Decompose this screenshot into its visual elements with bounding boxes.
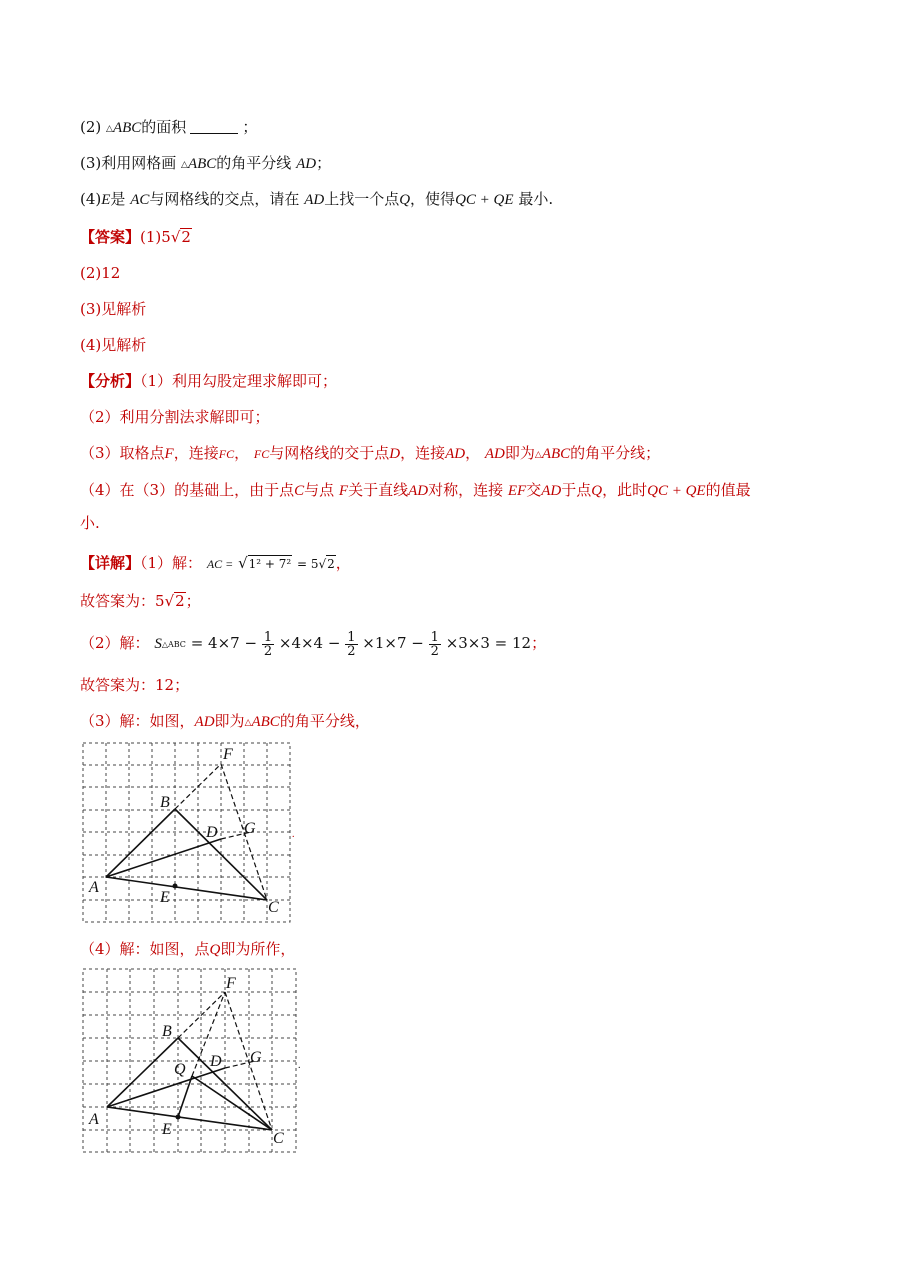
answer-blank	[190, 117, 238, 134]
label-F: F	[223, 746, 233, 763]
detail-1-answer: 故答案为：5√2；	[80, 592, 201, 610]
answer-4: (4)见解析	[80, 336, 147, 354]
label-G2: G	[250, 1049, 262, 1066]
label-E: E	[160, 889, 170, 906]
detail-3: （3）解：如图，AD即为△ABC的角平分线，	[80, 712, 370, 730]
label-A2: A	[89, 1111, 99, 1128]
analysis-4-cont: 小.	[80, 514, 100, 532]
figure1-note: .	[292, 829, 295, 840]
question-2: (2) △ABC的面积 ；	[80, 118, 258, 136]
label-Q2: Q	[174, 1061, 186, 1078]
analysis-3: （3）取格点F，连接FC， FC与网格线的交于点D，连接AD， AD即为△ABC的角平分线；	[80, 444, 661, 462]
label-E2: E	[162, 1121, 172, 1138]
analysis-2: （2）利用分割法求解即可；	[80, 408, 270, 426]
answer-2: (2)12	[80, 264, 121, 282]
label-A: A	[89, 879, 99, 896]
label-G: G	[244, 820, 256, 837]
label-B: B	[160, 794, 170, 811]
label-C2: C	[273, 1130, 284, 1147]
question-4: (4)E是 AC与网格线的交点，请在 AD上找一个点Q，使得QC + QE 最小.	[80, 190, 554, 208]
question-3: (3)利用网格画 △ABC的角平分线 AD；	[80, 154, 332, 172]
label-D: D	[206, 824, 218, 841]
detail-2-answer: 故答案为：12；	[80, 676, 190, 694]
figure-2-grid	[80, 966, 310, 1156]
label-F2: F	[226, 975, 236, 992]
answer-1: 【答案】(1)5√2	[80, 228, 191, 246]
label-D2: D	[210, 1053, 222, 1070]
answer-3: (3)见解析	[80, 300, 147, 318]
figure-1-grid	[80, 740, 310, 925]
figure2-note: .	[298, 1060, 301, 1071]
label-C: C	[268, 899, 279, 916]
detail-2: （2）解： $S_{\triangle ABC} = 4\times 7$ − $\frac{1}{2}$ ×4×4 − $\frac{1}{2}$ ×1×7 − $\frac{1}{2}$ ×3×3 = 12；	[80, 629, 547, 659]
detail-1: 【详解】（1）解： AC = √1² + 7² = 5√2，	[80, 554, 351, 572]
label-B2: B	[162, 1023, 172, 1040]
detail-4: （4）解：如图，点Q即为所作，	[80, 940, 296, 958]
analysis-4: （4）在（3）的基础上，由于点C与点 F关于直线AD对称，连接 EF交AD于点Q，此时QC + QE的值最	[80, 481, 751, 499]
analysis-1: 【分析】（1）利用勾股定理求解即可；	[80, 372, 338, 390]
